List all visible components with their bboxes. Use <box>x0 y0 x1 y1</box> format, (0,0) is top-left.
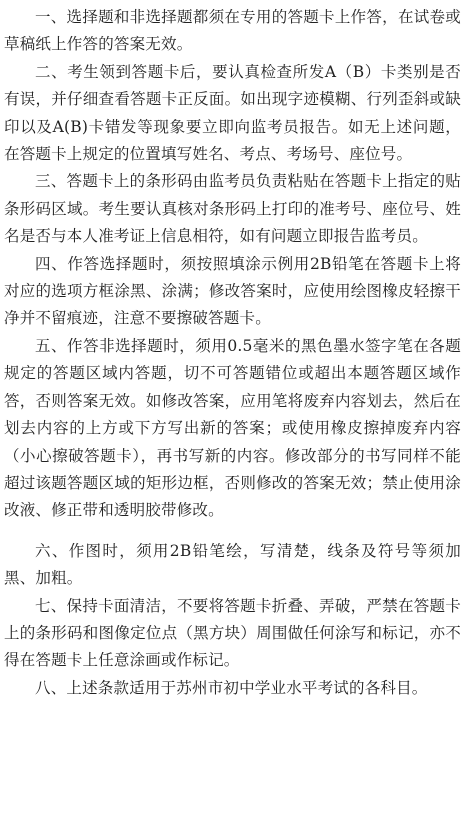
paragraph-gap <box>4 525 461 538</box>
instruction-8: 八、上述条款适用于苏州市初中学业水平考试的各科目。 <box>35 678 428 697</box>
instruction-1: 一、选择题和非选择题都须在专用的答题卡上作答，在试卷或草稿纸上作答的答案无效。 <box>4 8 461 54</box>
instruction-6: 六、作图时，须用2B铅笔绘，写清楚，线条及符号等须加黑、加粗。 <box>4 541 461 588</box>
instruction-4: 四、作答选择题时，须按照填涂示例用2B铅笔在答题卡上将对应的选项方框涂黑、涂满；修改答案时，应使用绘图橡皮轻擦干净并不留痕迹，注意不要擦破答题卡。 <box>4 254 461 328</box>
instruction-7: 七、保持卡面清洁，不要将答题卡折叠、弄破，严禁在答题卡上的条形码和图像定位点（黑方块）周围做任何涂写和标记，亦不得在答题卡上任意涂画或作标记。 <box>4 596 461 670</box>
instruction-3: 三、答题卡上的条形码由监考员负责粘贴在答题卡上指定的贴条形码区域。考生要认真核对条形码上打印的准考号、座位号、姓名是否与本人准考证上信息相符，如有问题立即报告监考员。 <box>4 172 461 246</box>
instruction-2: 二、考生领到答题卡后，要认真检查所发A（B）卡类别是否有误，并仔细查看答题卡正反面。如出现字迹模糊、行列歪斜或缺印以及A(B)卡错发等现象要立即向监考员报告。如无上述问题，在答题卡上规定的位置填写姓名、考点、考场号、座位号。 <box>4 62 461 164</box>
instruction-5: 五、作答非选择题时，须用0.5毫米的黑色墨水签字笔在各题规定的答题区域内答题，切不可答题错位或超出本题答题区域作答，否则答案无效。如修改答案，应用笔将废弃内容划去，然后在划去内容的上方或下方写出新的答案；或使用橡皮擦掉废弃内容（小心擦破答题卡），再书写新的内容。修改部分的书写同样不能超过该题答题区域的矩形边框，否则修改的答案无效；禁止使用涂改液、修正带和透明胶带修改。 <box>4 336 461 520</box>
